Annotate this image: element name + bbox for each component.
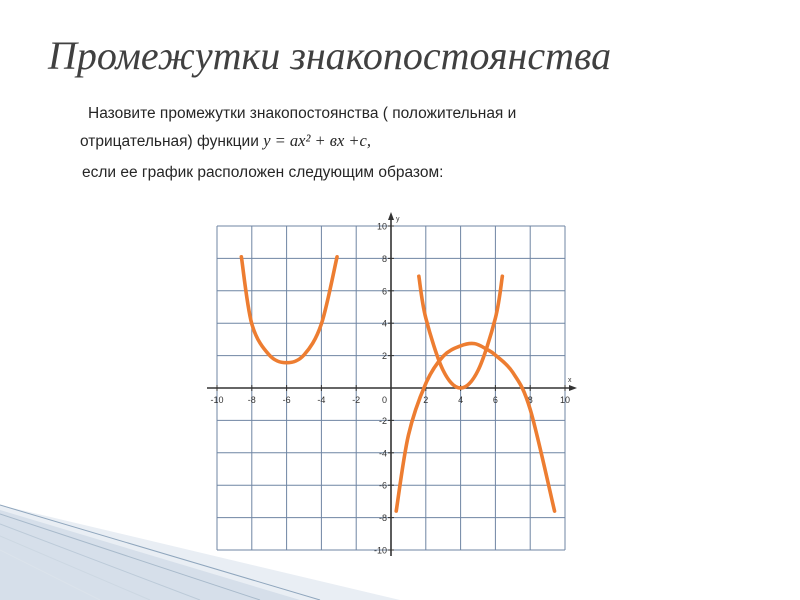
corner-decoration xyxy=(0,500,400,600)
x-tick-label: -4 xyxy=(317,395,326,405)
task-text xyxy=(80,100,720,186)
y-tick-label: 4 xyxy=(381,318,387,329)
task-line-2-text: отрицательная) функции xyxy=(80,133,259,150)
x-tick-label: -2 xyxy=(352,395,361,405)
y-tick-label: 6 xyxy=(381,286,387,297)
task-line-3: если ее график расположен следующим образом: xyxy=(82,164,444,181)
x-tick-label: 6 xyxy=(492,395,498,405)
x-tick-label: -10 xyxy=(210,395,224,405)
origin-label: 0 xyxy=(381,395,387,405)
quadratic-formula: y = ax² + вх +с, xyxy=(263,131,371,150)
y-tick-label: -2 xyxy=(378,415,387,426)
x-tick-label: -8 xyxy=(247,395,256,405)
parabola-curve-3 xyxy=(396,343,554,511)
parabola-curve-1 xyxy=(241,257,337,363)
x-tick-label: 10 xyxy=(559,395,571,405)
x-axis-label: x xyxy=(568,377,572,384)
y-tick-label: -8 xyxy=(378,513,387,524)
y-tick-label: -10 xyxy=(373,545,387,556)
y-tick-label: 10 xyxy=(376,221,387,232)
task-line-2 xyxy=(80,127,720,155)
x-tick-label: 2 xyxy=(423,395,429,405)
task-line-1: Назовите промежутки знакопостоянства ( положительная и xyxy=(88,105,517,122)
y-tick-label: 2 xyxy=(381,351,387,362)
x-tick-label: -6 xyxy=(282,395,291,405)
x-axis-arrow xyxy=(569,385,577,391)
y-tick-label: -4 xyxy=(378,448,387,459)
slide-title: Промежутки знакопостоянства xyxy=(48,33,612,78)
y-axis-arrow xyxy=(388,212,394,220)
x-tick-label: 4 xyxy=(458,395,464,405)
x-tick-label: 8 xyxy=(527,395,533,405)
y-tick-label: 8 xyxy=(381,253,387,264)
y-tick-label: -6 xyxy=(378,480,387,491)
y-axis-label: y xyxy=(396,216,400,223)
